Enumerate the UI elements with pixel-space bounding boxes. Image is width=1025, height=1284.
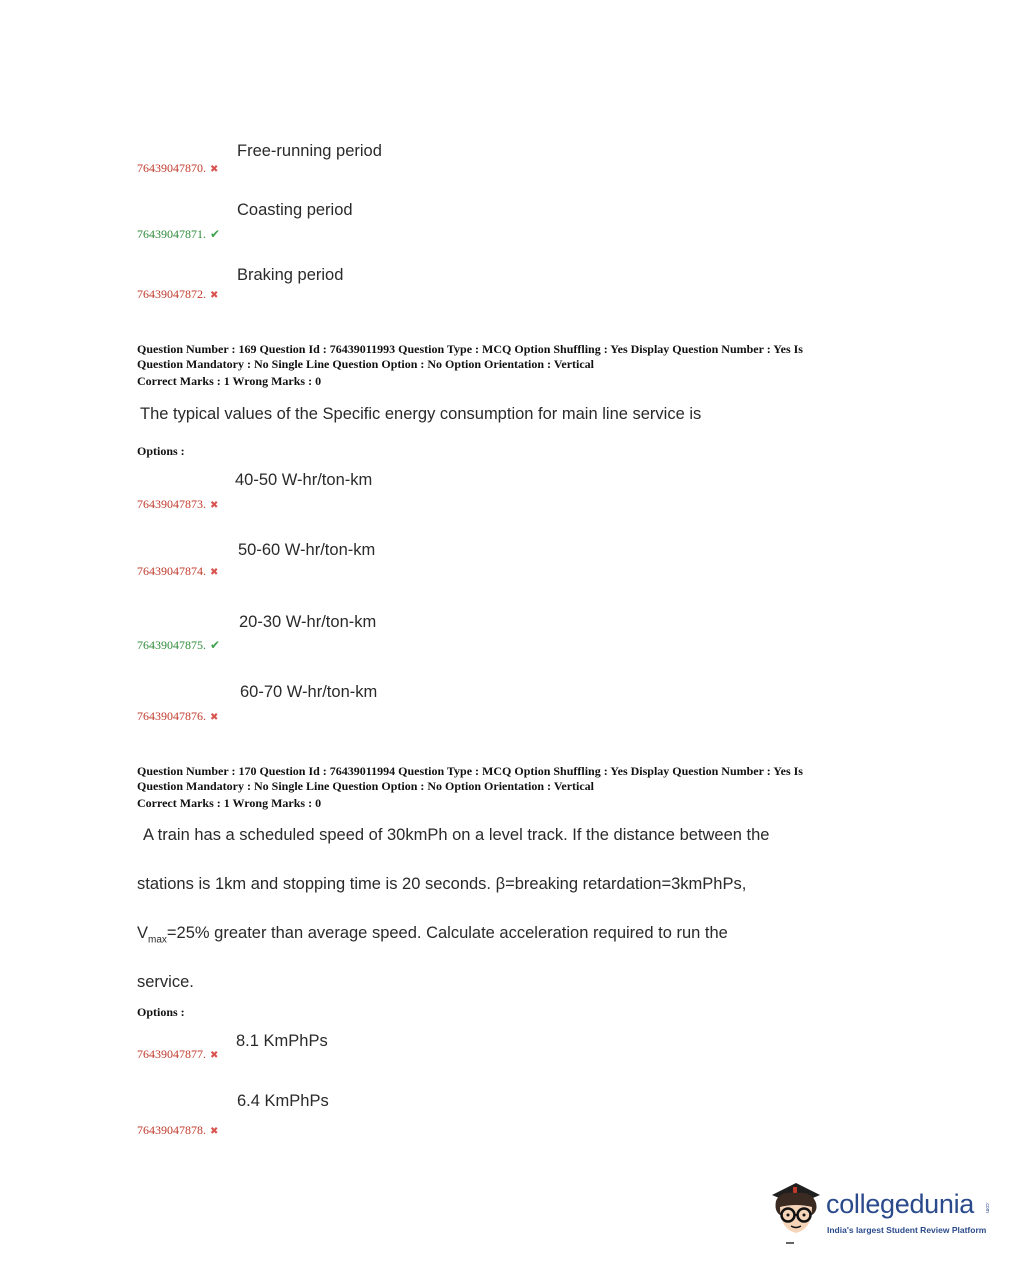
cross-icon: ✖: [210, 500, 219, 511]
logo-name: collegedunia: [826, 1189, 975, 1219]
option-id: [137, 161, 218, 176]
option-id: [137, 287, 218, 302]
option-id: [137, 638, 220, 653]
check-icon: ✔: [210, 638, 221, 652]
option-id-label: 76439047877.: [137, 1047, 206, 1061]
question-text: The typical values of the Specific energy consumption for main line service is: [140, 405, 702, 423]
logo-suffix: .com: [984, 1202, 990, 1213]
option-id-label: 76439047873.: [137, 497, 206, 511]
option-text: 20-30 W-hr/ton-km: [239, 613, 377, 631]
option-text: 60-70 W-hr/ton-km: [240, 683, 378, 701]
check-icon: ✔: [210, 227, 221, 241]
question-meta-line: Question Number : 169 Question Id : 76439011993 Question Type : MCQ Option Shuffling : Yes Display Question Number : Yes Is: [137, 342, 803, 356]
question-text-rest: =25% greater than average speed. Calculate acceleration required to run the: [166, 924, 728, 942]
option-id-label: 76439047878.: [137, 1123, 206, 1137]
option-id-label: 76439047870.: [137, 161, 206, 175]
option-id-label: 76439047875.: [137, 638, 206, 652]
cross-icon: ✖: [210, 712, 219, 723]
option-id: [137, 497, 218, 512]
option-text: Coasting period: [237, 201, 353, 219]
question-marks: Correct Marks : 1 Wrong Marks : 0: [137, 796, 322, 810]
option-text: 50-60 W-hr/ton-km: [238, 541, 376, 559]
option-id: [137, 1123, 218, 1138]
question-meta: [137, 342, 897, 389]
option-id-label: 76439047871.: [137, 227, 206, 241]
logo-tagline: India's largest Student Review Platform: [827, 1225, 987, 1235]
option-id: [137, 1047, 218, 1062]
question-text-line: service.: [137, 973, 194, 991]
option-id: [137, 227, 220, 242]
option-text: 6.4 KmPhPs: [237, 1092, 329, 1110]
cross-icon: ✖: [210, 1050, 219, 1061]
mascot-icon: [766, 1177, 824, 1247]
cross-icon: ✖: [210, 164, 219, 175]
cross-icon: ✖: [210, 1126, 219, 1137]
cross-icon: ✖: [210, 567, 219, 578]
cross-icon: ✖: [210, 290, 219, 301]
question-meta-line: Question Mandatory : No Single Line Question Option : No Option Orientation : Vertical: [137, 357, 595, 371]
question-text-line: [137, 924, 728, 945]
option-id: [137, 564, 218, 579]
option-text: 40-50 W-hr/ton-km: [235, 471, 373, 489]
option-text: 8.1 KmPhPs: [236, 1032, 328, 1050]
options-label: Options :: [137, 444, 185, 458]
question-meta-line: Question Number : 170 Question Id : 76439011994 Question Type : MCQ Option Shuffling : Yes Display Question Number : Yes Is: [137, 764, 803, 778]
options-label: Options :: [137, 1005, 185, 1019]
option-text: Braking period: [237, 266, 344, 284]
option-id-label: 76439047872.: [137, 287, 206, 301]
option-id: [137, 709, 218, 724]
question-meta: [137, 764, 897, 811]
collegedunia-logo: [766, 1177, 996, 1247]
question-text-line: stations is 1km and stopping time is 20 seconds. β=breaking retardation=3kmPhPs,: [137, 875, 747, 893]
option-text: Free-running period: [237, 142, 382, 160]
option-id-label: 76439047874.: [137, 564, 206, 578]
option-id-label: 76439047876.: [137, 709, 206, 723]
question-meta-line: Question Mandatory : No Single Line Question Option : No Option Orientation : Vertical: [137, 779, 595, 793]
question-marks: Correct Marks : 1 Wrong Marks : 0: [137, 374, 322, 388]
question-text-line: A train has a scheduled speed of 30kmPh on a level track. If the distance between the: [143, 826, 770, 844]
vmax-symbol: V: [137, 924, 149, 942]
vmax-subscript: max: [148, 934, 167, 946]
